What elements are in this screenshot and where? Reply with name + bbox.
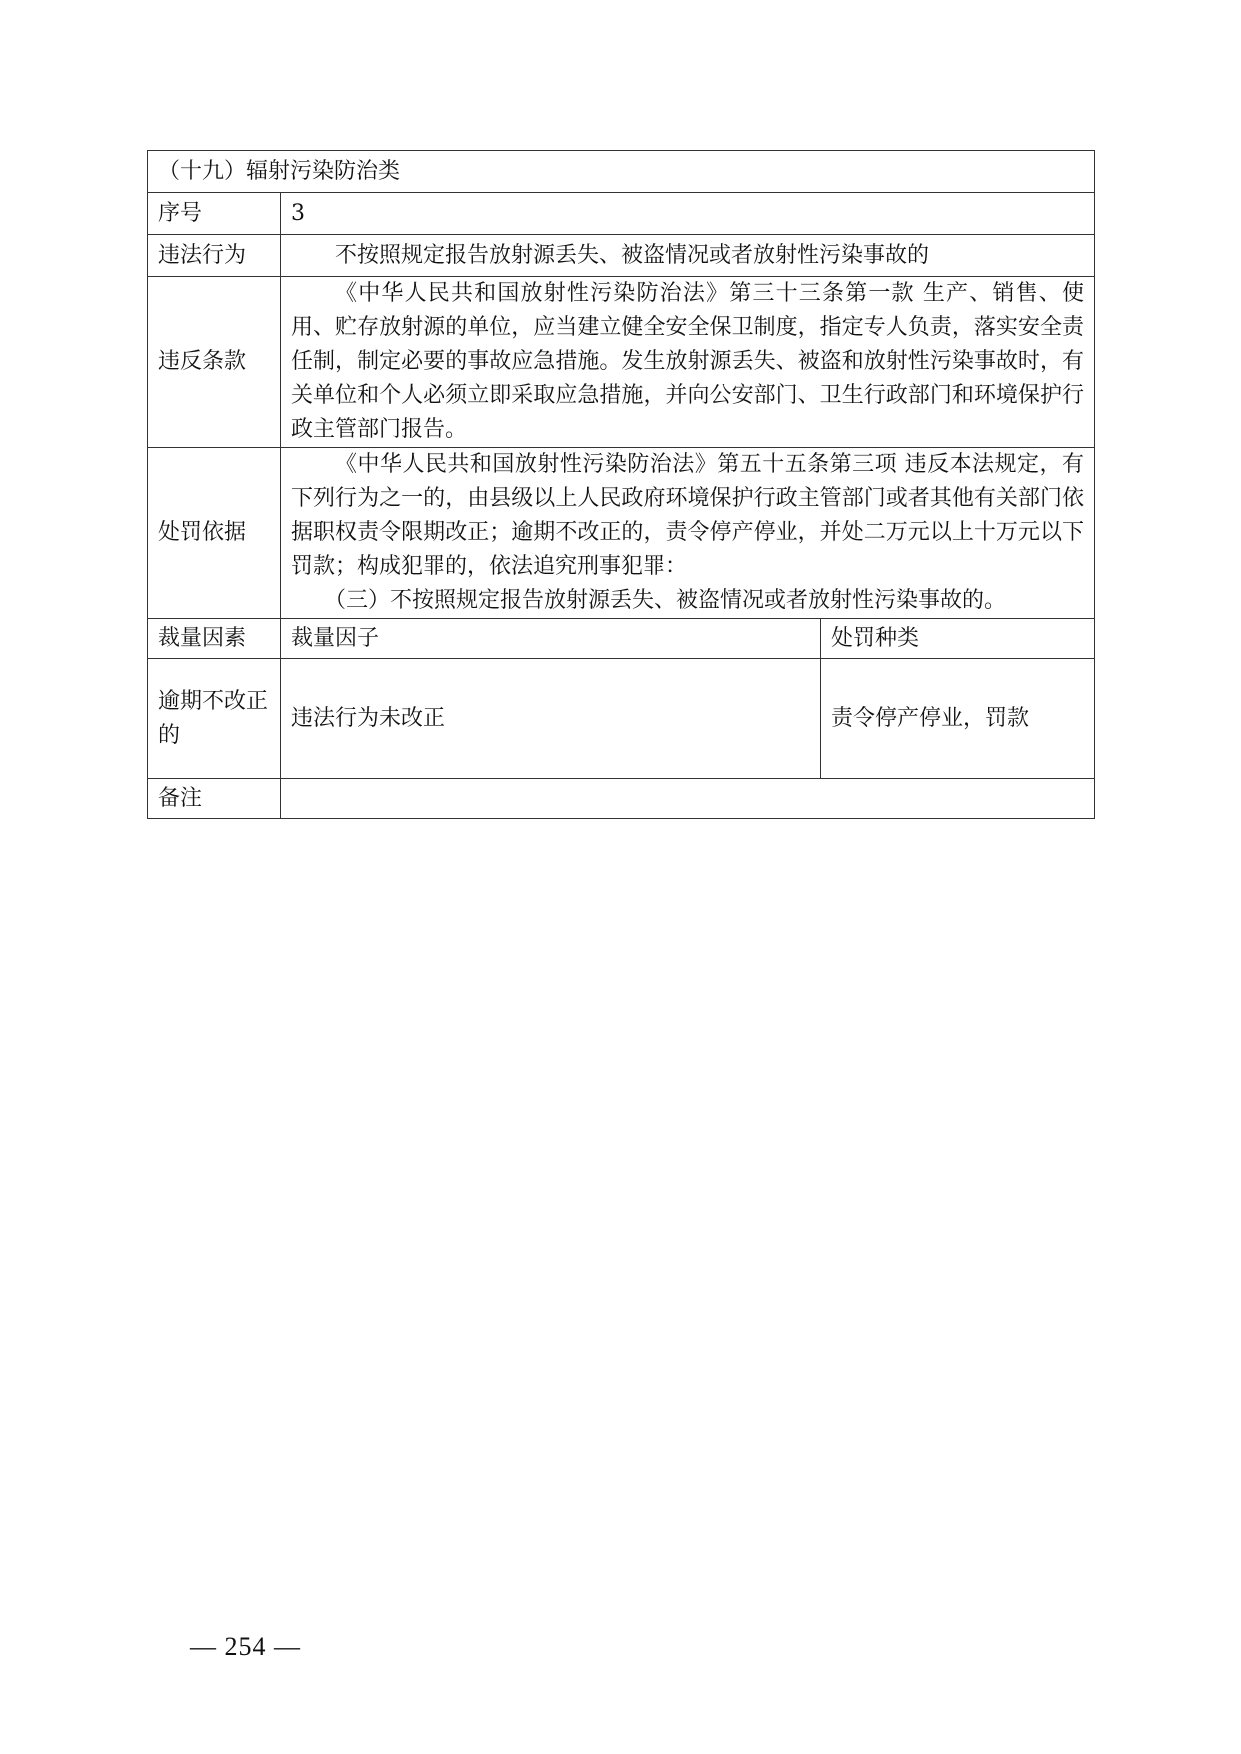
penalty-type-header: 处罚种类 xyxy=(821,619,1095,659)
page-number: — 254 — xyxy=(190,1632,301,1661)
section-title: （十九）辐射污染防治类 xyxy=(148,151,1095,193)
serial-label: 序号 xyxy=(148,193,281,235)
remarks-label: 备注 xyxy=(148,779,281,819)
penalty-basis-label: 处罚依据 xyxy=(148,448,281,619)
serial-value: 3 xyxy=(281,193,1095,235)
case-label: 逾期不改正的 xyxy=(158,688,269,748)
case-penalty: 责令停产停业，罚款 xyxy=(821,659,1095,779)
violation-cell xyxy=(281,235,1095,277)
penalty-basis-text: 《中华人民共和国放射性污染防治法》第五十五条第三项 违反本法规定，有下列行为之一的，由县级以上人民政府环境保护行政主管部门或者其他有关部门依据职权责令限期改正；逾期不改正的，责令停产停业，并处二万元以上十万元以下罚款；构成犯罪的，依法追究刑事犯罪： xyxy=(291,452,1084,579)
remarks-value xyxy=(281,779,1095,819)
discretion-label: 裁量因素 xyxy=(148,619,281,659)
discretion-factor-header: 裁量因子 xyxy=(281,619,821,659)
penalty-basis-item: （三）不按照规定报告放射源丢失、被盗情况或者放射性污染事故的。 xyxy=(324,588,1007,613)
violation-text: 不按照规定报告放射源丢失、被盗情况或者放射性污染事故的 xyxy=(335,242,930,268)
provision-label: 违反条款 xyxy=(148,277,281,448)
provision-cell xyxy=(281,277,1095,448)
case-label-cell xyxy=(148,659,281,779)
penalty-discretion-table xyxy=(147,150,1095,819)
penalty-basis-cell xyxy=(281,448,1095,619)
case-factor: 违法行为未改正 xyxy=(281,659,821,779)
violation-label: 违法行为 xyxy=(148,235,281,277)
provision-text: 《中华人民共和国放射性污染防治法》第三十三条第一款 生产、销售、使用、贮存放射源的单位，应当建立健全安全保卫制度，指定专人负责，落实安全责任制，制定必要的事故应急措施。发生放射源丢失、被盗和放射性污染事故时，有关单位和个人必须立即采取应急措施，并向公安部门、卫生行政部门和环境保护行政主管部门报告。 xyxy=(291,281,1084,442)
